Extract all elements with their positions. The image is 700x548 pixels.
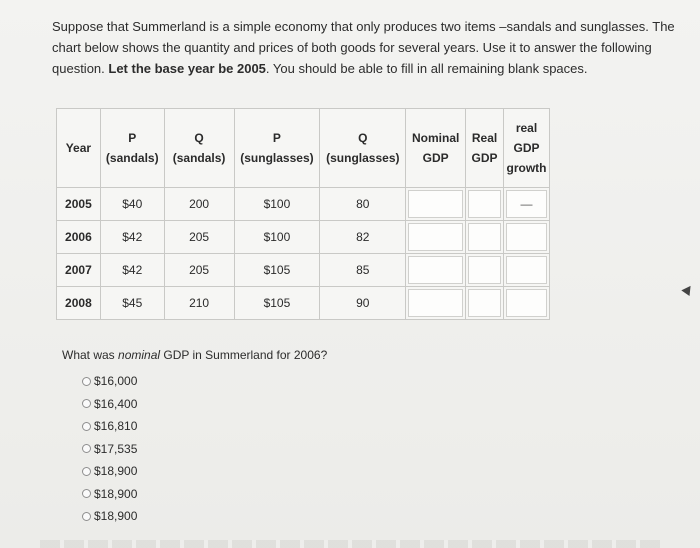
- cell-q-sandals: 205: [164, 221, 234, 254]
- growth-blank[interactable]: [506, 256, 547, 284]
- real-gdp-blank[interactable]: [468, 190, 501, 218]
- cell-p-sandals: $45: [100, 287, 164, 320]
- cell-nominal-gdp: [406, 221, 466, 254]
- cell-q-sandals: 210: [164, 287, 234, 320]
- answer-option-label: $18,900: [94, 509, 138, 524]
- cell-year: 2008: [57, 287, 101, 320]
- cell-p-sunglasses: $100: [234, 188, 320, 221]
- cell-p-sunglasses: $105: [234, 287, 320, 320]
- growth-blank[interactable]: —: [506, 190, 547, 218]
- intro-text-2: . You should be able to fill in all remaining blank spaces.: [265, 61, 588, 76]
- cell-nominal-gdp: [406, 287, 466, 320]
- question-intro: [52, 16, 688, 79]
- header-nominal-gdp: Nominal GDP: [406, 109, 466, 188]
- question-text: What was nominal GDP in Summerland for 2006?: [62, 348, 328, 362]
- cell-real-gdp: [466, 188, 504, 221]
- header-q-sunglasses: Q (sunglasses): [320, 109, 406, 188]
- answer-option-label: $18,900: [94, 464, 138, 479]
- table-row: [57, 188, 550, 221]
- question-italic: nominal: [118, 348, 161, 362]
- cell-nominal-gdp: [406, 188, 466, 221]
- table-row: [57, 287, 550, 320]
- radio-button[interactable]: [82, 512, 91, 521]
- radio-button[interactable]: [82, 377, 91, 386]
- cell-q-sunglasses: 80: [320, 188, 406, 221]
- cell-growth: [504, 287, 550, 320]
- real-gdp-blank[interactable]: [468, 289, 501, 317]
- radio-button[interactable]: [82, 399, 91, 408]
- cell-p-sunglasses: $105: [234, 254, 320, 287]
- growth-blank[interactable]: [506, 289, 547, 317]
- mouse-cursor-icon: [681, 283, 694, 296]
- answer-option[interactable]: [82, 370, 137, 393]
- cell-real-gdp: [466, 287, 504, 320]
- cell-p-sandals: $42: [100, 254, 164, 287]
- real-gdp-blank[interactable]: [468, 223, 501, 251]
- cell-q-sunglasses: 85: [320, 254, 406, 287]
- intro-text-bold: Let the base year be 2005: [108, 61, 266, 76]
- answer-option-label: $16,000: [94, 374, 138, 389]
- answer-option[interactable]: [82, 393, 137, 416]
- table-header-row: [57, 109, 550, 188]
- header-real-gdp-growth: real GDP growth: [504, 109, 550, 188]
- radio-button[interactable]: [82, 444, 91, 453]
- header-real-gdp: Real GDP: [466, 109, 504, 188]
- cell-q-sandals: 205: [164, 254, 234, 287]
- cell-p-sandals: $40: [100, 188, 164, 221]
- answer-option[interactable]: [82, 483, 137, 506]
- cell-p-sandals: $42: [100, 221, 164, 254]
- real-gdp-blank[interactable]: [468, 256, 501, 284]
- nominal-gdp-blank[interactable]: [408, 256, 463, 284]
- radio-button[interactable]: [82, 467, 91, 476]
- bottom-edge-divider: [40, 540, 660, 548]
- cell-nominal-gdp: [406, 254, 466, 287]
- table-row: [57, 254, 550, 287]
- cell-growth: [504, 221, 550, 254]
- radio-button[interactable]: [82, 422, 91, 431]
- cell-year: 2006: [57, 221, 101, 254]
- header-p-sunglasses: P (sunglasses): [234, 109, 320, 188]
- answer-option[interactable]: [82, 460, 137, 483]
- cell-q-sandals: 200: [164, 188, 234, 221]
- answer-option[interactable]: [82, 438, 137, 461]
- cell-q-sunglasses: 90: [320, 287, 406, 320]
- cell-growth: [504, 254, 550, 287]
- cell-year: 2005: [57, 188, 101, 221]
- intro-text-1: Suppose that Summerland is a simple economy that only produces two items –sandals and sunglasses. The chart below shows the quantity and prices of both goods for several years. Use it to answer the following question.: [52, 19, 675, 76]
- answer-option-label: $18,900: [94, 486, 138, 501]
- answer-option-label: $16,400: [94, 396, 138, 411]
- header-q-sandals: Q (sandals): [164, 109, 234, 188]
- nominal-gdp-blank[interactable]: [408, 289, 463, 317]
- cell-year: 2007: [57, 254, 101, 287]
- growth-blank[interactable]: [506, 223, 547, 251]
- cell-p-sunglasses: $100: [234, 221, 320, 254]
- cell-real-gdp: [466, 254, 504, 287]
- answer-option-label: $16,810: [94, 419, 138, 434]
- table-row: [57, 221, 550, 254]
- answer-option[interactable]: [82, 415, 137, 438]
- cell-q-sunglasses: 82: [320, 221, 406, 254]
- cell-growth: [504, 188, 550, 221]
- nominal-gdp-blank[interactable]: [408, 223, 463, 251]
- radio-button[interactable]: [82, 489, 91, 498]
- answer-option-label: $17,535: [94, 441, 138, 456]
- gdp-table: [56, 108, 550, 320]
- answer-option[interactable]: [82, 505, 137, 528]
- answer-options: [82, 370, 137, 528]
- cell-real-gdp: [466, 221, 504, 254]
- header-p-sandals: P (sandals): [100, 109, 164, 188]
- nominal-gdp-blank[interactable]: [408, 190, 463, 218]
- header-year: Year: [57, 109, 101, 188]
